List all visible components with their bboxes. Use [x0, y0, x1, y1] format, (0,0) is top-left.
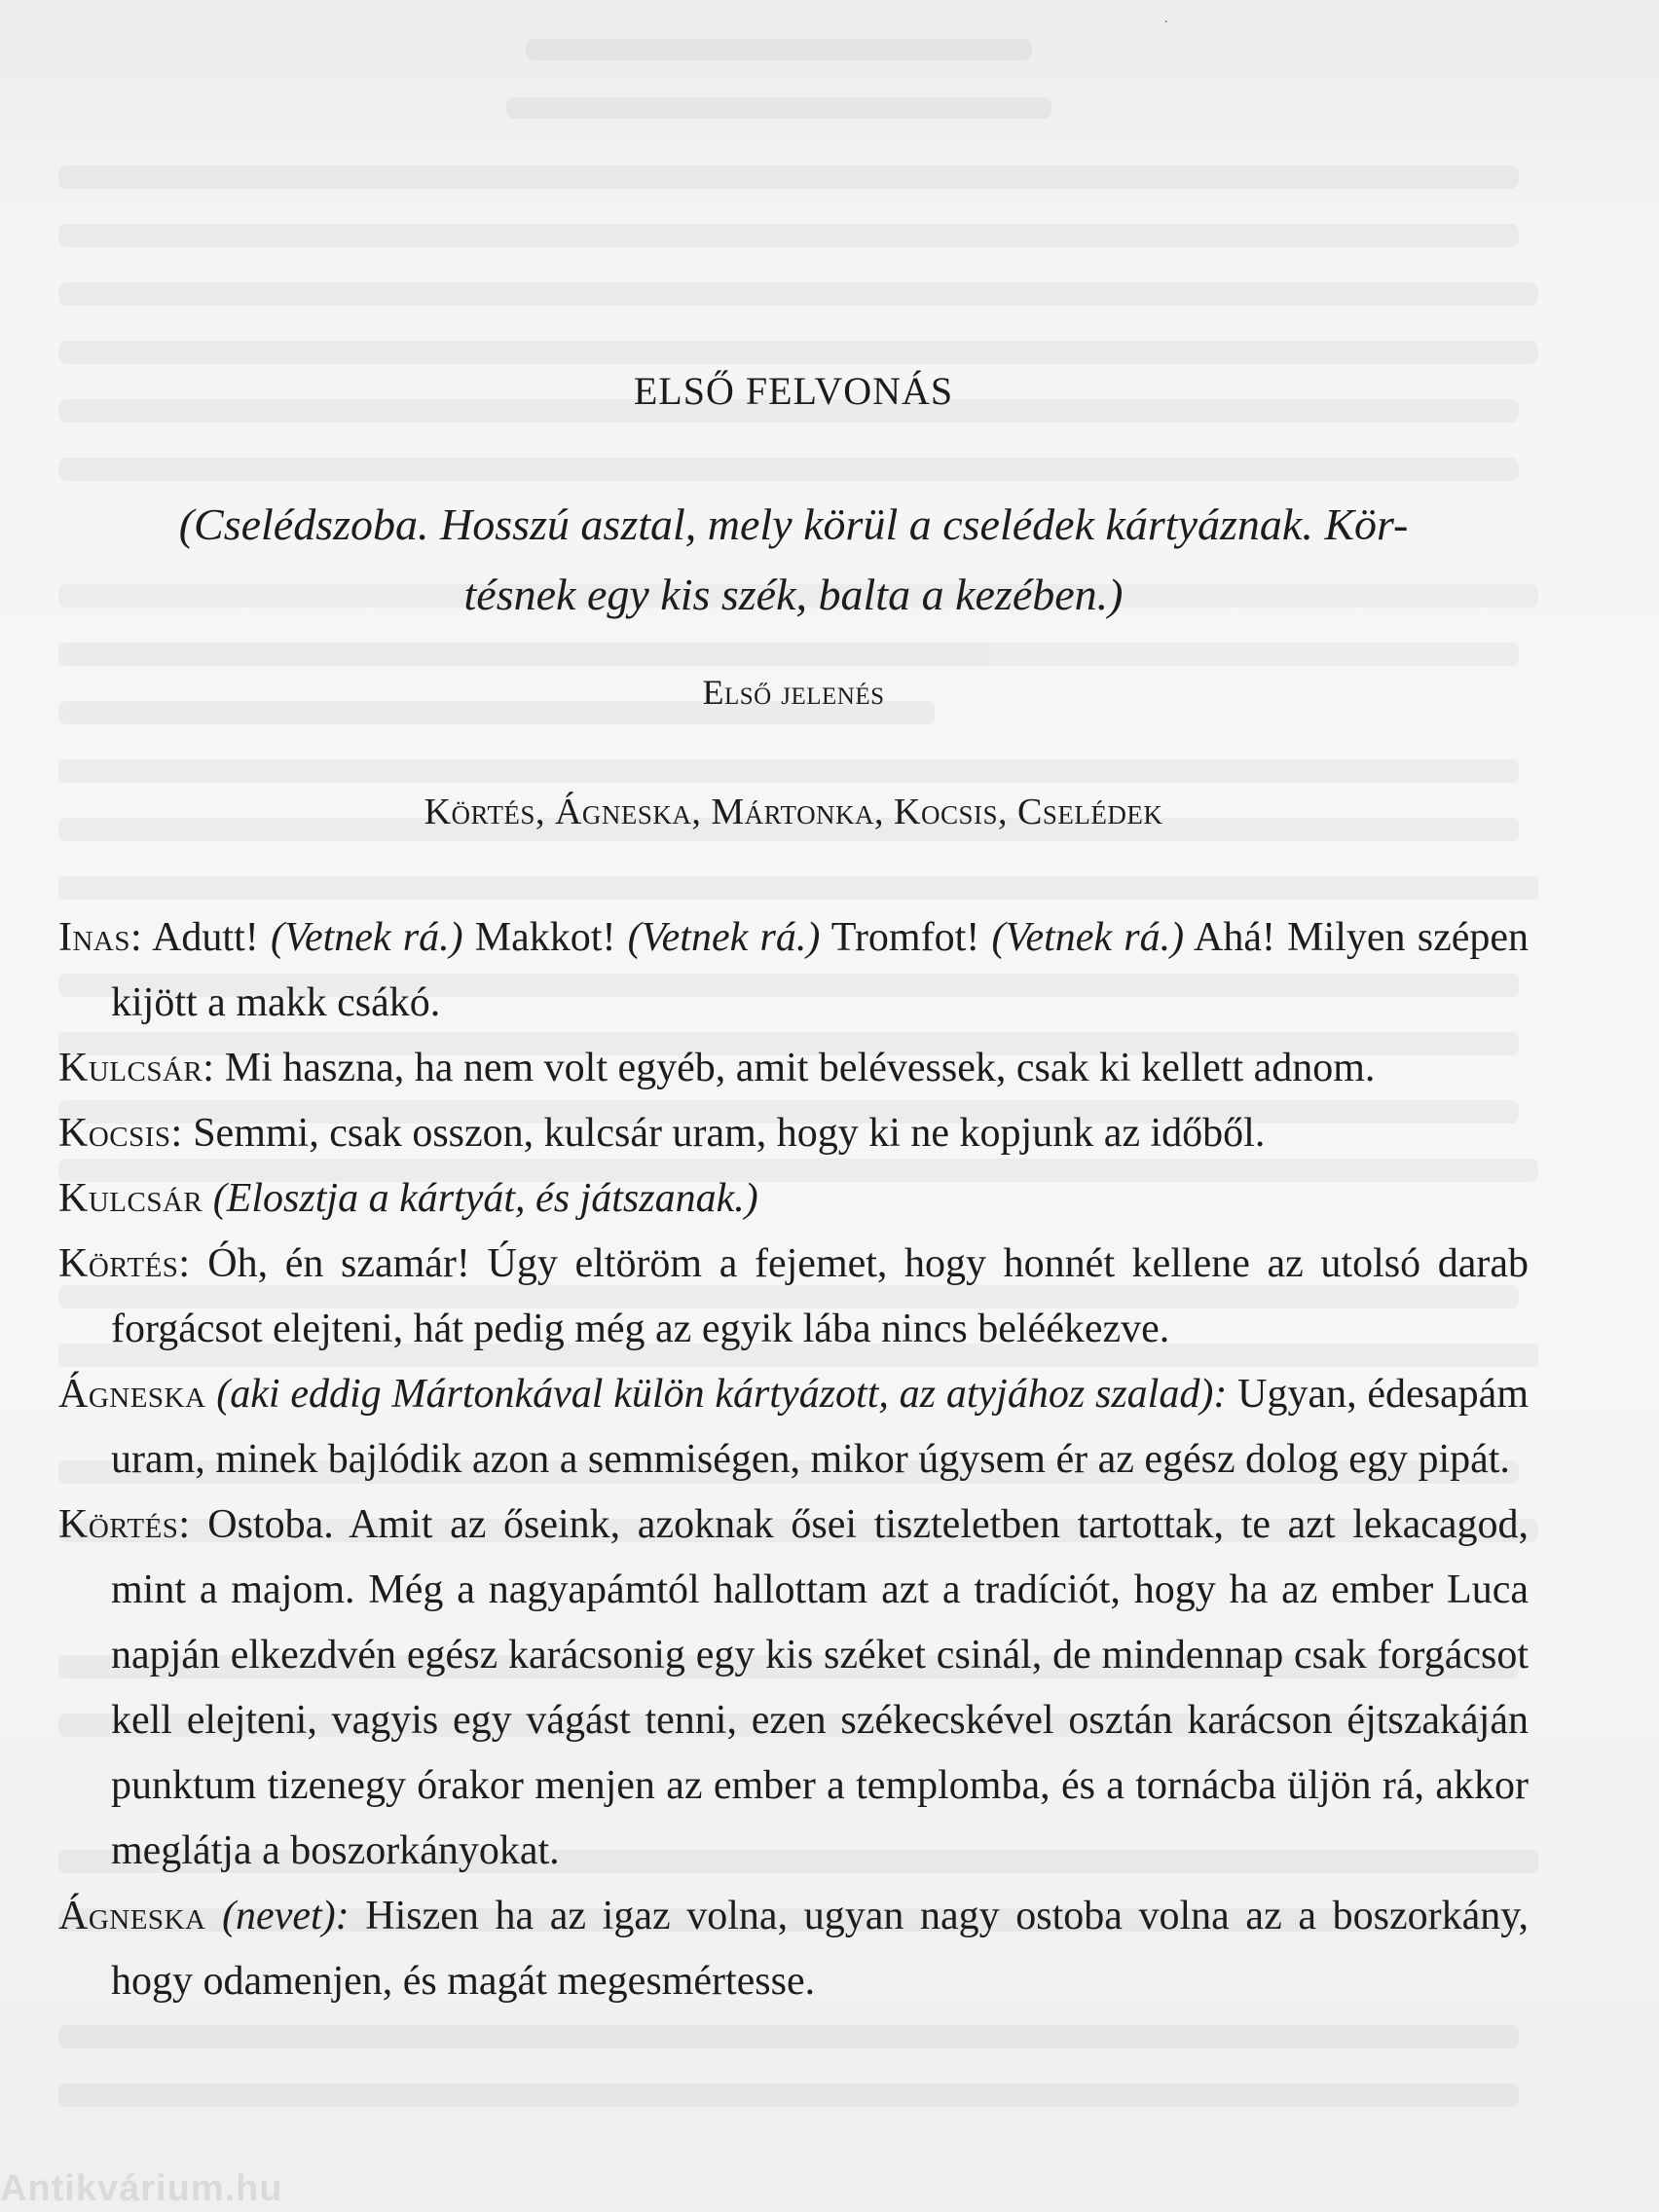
- stage-direction: (Vetnek rá.): [627, 915, 821, 960]
- line-text: Adutt!: [142, 915, 271, 960]
- dialogue-block: [58, 905, 1529, 2014]
- line-text: Ahá! Milyen szépen kijött a makk csákó.: [111, 915, 1529, 1025]
- stage-direction-line: tésnek egy kis szék, balta a kezében.): [463, 570, 1124, 619]
- dialogue-line: [58, 1232, 1529, 1362]
- speaker-name: Körtés:: [58, 1502, 191, 1547]
- stage-direction: (Vetnek rá.): [270, 915, 463, 960]
- dialogue-line: [58, 1166, 1529, 1232]
- speaker-name: Kulcsár: [58, 1176, 203, 1221]
- act-title: ELSŐ FELVONÁS: [633, 369, 954, 413]
- dialogue-line: [58, 1493, 1529, 1884]
- stage-direction: (Elosztja a kártyát, és játszanak.): [203, 1176, 758, 1221]
- line-text: Semmi, csak osszon, kulcsár uram, hogy ki ne kopjunk az időből.: [182, 1111, 1266, 1156]
- stage-direction: (aki eddig Mártonkával külön kártyázott, az atyjához szalad):: [205, 1372, 1228, 1417]
- speaker-name: Kulcsár:: [58, 1046, 215, 1090]
- dialogue-line: [58, 1884, 1529, 2014]
- line-text: Ostoba. Amit az őseink, azoknak ősei tiszteletben tartottak, te azt lekacagod, mint a majom. Még a nagyapámtól hallottam azt a tradíciót, hogy ha az ember Luca napján elkezdvén egész karácsonig egy kis széket csinál, de mindennap csak forgácsot kell elejteni, vagyis egy vágást tenni, ezen székecskével osztán karácson éjtszakáján punktum tizenegy órakor menjen az ember a templomba, és a tornácba üljön rá, akkor meglátja a boszorkányokat.: [111, 1502, 1529, 1873]
- line-text: Makkot!: [462, 915, 628, 960]
- line-text: Hiszen ha az igaz volna, ugyan nagy ostoba volna az a boszorkány, hogy odamenjen, és magát megesmértesse.: [111, 1894, 1529, 2004]
- line-text: Mi haszna, ha nem volt egyéb, amit belévessek, csak ki kellett adnom.: [214, 1046, 1376, 1090]
- dialogue-line: [58, 1362, 1529, 1493]
- speaker-name: Körtés:: [58, 1241, 191, 1286]
- dialogue-line: [58, 1036, 1529, 1101]
- line-text: Ugyan, édesapám uram, minek bajlódik azon a semmiségen, mikor úgysem ér az egész dolog egy pipát.: [111, 1372, 1529, 1482]
- watermark: Antikvárium.hu: [0, 2168, 283, 2209]
- stage-direction: (nevet):: [205, 1894, 350, 1938]
- speaker-name: Inas:: [58, 915, 143, 960]
- stage-direction: (Vetnek rá.): [991, 915, 1185, 960]
- line-text: Tromfot!: [820, 915, 992, 960]
- speaker-name: Ágneska: [58, 1372, 206, 1417]
- cast-list: Körtés, Ágneska, Mártonka, Kocsis, Cselédek: [424, 792, 1163, 832]
- dialogue-line: [58, 1101, 1529, 1166]
- line-text: Óh, én szamár! Úgy eltöröm a fejemet, hogy honnét kellene az utolsó darab forgácsot elejteni, hát pedig még az egyik lába nincs beléékezve.: [111, 1241, 1529, 1351]
- stage-direction-line: (Cselédszoba. Hosszú asztal, mely körül a cselédek kártyáznak. Kör-: [178, 499, 1409, 549]
- speaker-name: Kocsis:: [58, 1111, 183, 1156]
- speaker-name: Ágneska: [58, 1894, 206, 1938]
- scene-title: Első jelenés: [702, 673, 885, 712]
- page-marker: .: [1164, 12, 1168, 26]
- opening-stage-direction: [58, 490, 1529, 630]
- dialogue-line: [58, 905, 1529, 1036]
